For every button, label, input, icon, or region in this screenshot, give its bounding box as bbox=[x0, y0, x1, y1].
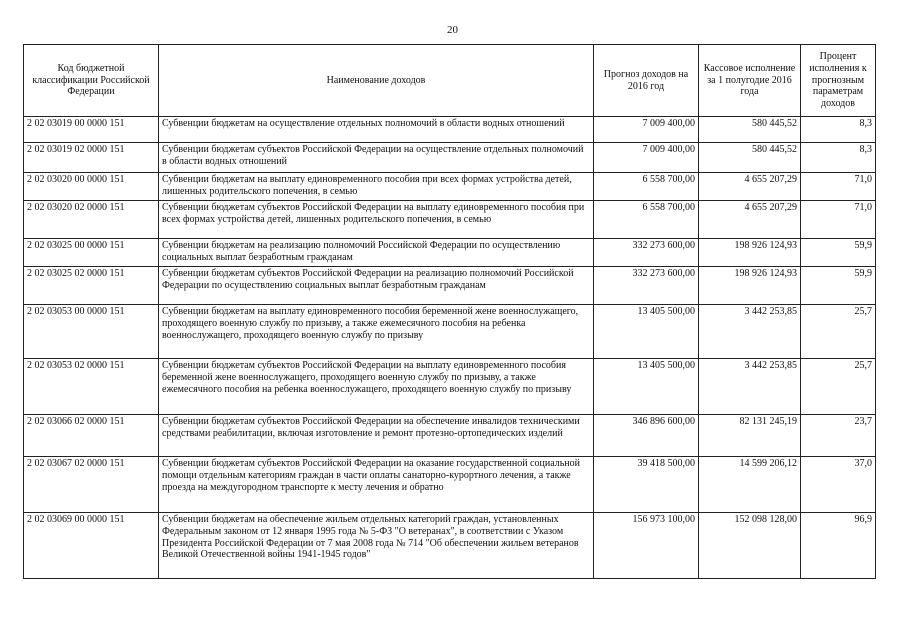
row-execution: 82 131 245,19 bbox=[699, 415, 801, 457]
row-code: 2 02 03025 00 0000 151 bbox=[24, 239, 159, 267]
row-code: 2 02 03067 02 0000 151 bbox=[24, 457, 159, 513]
row-percent: 8,3 bbox=[801, 143, 876, 173]
row-name: Субвенции бюджетам на выплату единовременного пособия при всех формах устройства детей, лишенных родительского попечения, в семью bbox=[159, 173, 594, 201]
row-forecast: 6 558 700,00 bbox=[594, 201, 699, 239]
table-row bbox=[24, 457, 876, 513]
row-forecast: 13 405 500,00 bbox=[594, 305, 699, 359]
row-execution: 580 445,52 bbox=[699, 143, 801, 173]
table-header-row bbox=[24, 45, 876, 117]
row-execution: 4 655 207,29 bbox=[699, 201, 801, 239]
header-forecast: Прогноз доходов на 2016 год bbox=[594, 45, 699, 117]
header-code: Код бюджетной классификации Российской Федерации bbox=[24, 45, 159, 117]
row-percent: 25,7 bbox=[801, 305, 876, 359]
row-percent: 25,7 bbox=[801, 359, 876, 415]
header-percent: Процент исполнения к прогнозным параметрам доходов bbox=[801, 45, 876, 117]
row-forecast: 6 558 700,00 bbox=[594, 173, 699, 201]
row-code: 2 02 03019 00 0000 151 bbox=[24, 117, 159, 143]
row-percent: 59,9 bbox=[801, 267, 876, 305]
row-forecast: 13 405 500,00 bbox=[594, 359, 699, 415]
row-percent: 71,0 bbox=[801, 173, 876, 201]
table-row bbox=[24, 305, 876, 359]
row-name: Субвенции бюджетам субъектов Российской Федерации на оказание государственной социальной помощи отдельным категориям граждан в части оплаты санаторно-курортного лечения, а также проезда на междугородном транспорте к месту лечения и обратно bbox=[159, 457, 594, 513]
row-execution: 4 655 207,29 bbox=[699, 173, 801, 201]
row-execution: 14 599 206,12 bbox=[699, 457, 801, 513]
table-row bbox=[24, 143, 876, 173]
row-execution: 198 926 124,93 bbox=[699, 267, 801, 305]
row-code: 2 02 03066 02 0000 151 bbox=[24, 415, 159, 457]
table-row bbox=[24, 267, 876, 305]
table-row bbox=[24, 239, 876, 267]
row-code: 2 02 03053 00 0000 151 bbox=[24, 305, 159, 359]
row-code: 2 02 03020 02 0000 151 bbox=[24, 201, 159, 239]
row-percent: 37,0 bbox=[801, 457, 876, 513]
row-name: Субвенции бюджетам субъектов Российской Федерации на обеспечение инвалидов техническими средствами реабилитации, включая изготовление и ремонт протезно-ортопедических изделий bbox=[159, 415, 594, 457]
row-forecast: 346 896 600,00 bbox=[594, 415, 699, 457]
row-execution: 198 926 124,93 bbox=[699, 239, 801, 267]
row-name: Субвенции бюджетам на выплату единовременного пособия беременной жене военнослужащего, проходящего военную службу по призыву, а также ежемесячного пособия на ребенка военнослужащего, проходящего военную службу по призыву bbox=[159, 305, 594, 359]
row-percent: 71,0 bbox=[801, 201, 876, 239]
row-forecast: 156 973 100,00 bbox=[594, 513, 699, 579]
row-forecast: 332 273 600,00 bbox=[594, 267, 699, 305]
row-name: Субвенции бюджетам субъектов Российской Федерации на выплату единовременного пособия беременной жене военнослужащего, проходящего военную службу по призыву, а также ежемесячного пособия на ребенка военнослужащего, проходящего военную службу по призыву bbox=[159, 359, 594, 415]
page-number: 20 bbox=[447, 24, 458, 36]
table-row bbox=[24, 117, 876, 143]
row-name: Субвенции бюджетам на реализацию полномочий Российской Федерации по осуществлению социальных выплат безработным гражданам bbox=[159, 239, 594, 267]
row-execution: 152 098 128,00 bbox=[699, 513, 801, 579]
row-percent: 23,7 bbox=[801, 415, 876, 457]
row-name: Субвенции бюджетам субъектов Российской Федерации на осуществление отдельных полномочий в области водных отношений bbox=[159, 143, 594, 173]
row-code: 2 02 03053 02 0000 151 bbox=[24, 359, 159, 415]
row-percent: 8,3 bbox=[801, 117, 876, 143]
header-execution: Кассовое исполнение за 1 полугодие 2016 года bbox=[699, 45, 801, 117]
row-code: 2 02 03069 00 0000 151 bbox=[24, 513, 159, 579]
row-execution: 580 445,52 bbox=[699, 117, 801, 143]
row-name: Субвенции бюджетам субъектов Российской Федерации на выплату единовременного пособия при всех формах устройства детей, лишенных родительского попечения, в семью bbox=[159, 201, 594, 239]
table-row bbox=[24, 513, 876, 579]
row-code: 2 02 03020 00 0000 151 bbox=[24, 173, 159, 201]
table-row bbox=[24, 359, 876, 415]
row-name: Субвенции бюджетам на осуществление отдельных полномочий в области водных отношений bbox=[159, 117, 594, 143]
row-name: Субвенции бюджетам субъектов Российской Федерации на реализацию полномочий Российской Федерации по осуществлению социальных выплат безработным гражданам bbox=[159, 267, 594, 305]
row-execution: 3 442 253,85 bbox=[699, 359, 801, 415]
revenue-table bbox=[23, 44, 876, 579]
table-row bbox=[24, 201, 876, 239]
row-forecast: 39 418 500,00 bbox=[594, 457, 699, 513]
row-execution: 3 442 253,85 bbox=[699, 305, 801, 359]
row-percent: 96,9 bbox=[801, 513, 876, 579]
table-row bbox=[24, 415, 876, 457]
row-forecast: 7 009 400,00 bbox=[594, 117, 699, 143]
row-forecast: 7 009 400,00 bbox=[594, 143, 699, 173]
row-percent: 59,9 bbox=[801, 239, 876, 267]
row-code: 2 02 03025 02 0000 151 bbox=[24, 267, 159, 305]
header-name: Наименование доходов bbox=[159, 45, 594, 117]
row-forecast: 332 273 600,00 bbox=[594, 239, 699, 267]
row-code: 2 02 03019 02 0000 151 bbox=[24, 143, 159, 173]
row-name: Субвенции бюджетам на обеспечение жильем отдельных категорий граждан, установленных Федеральным законом от 12 января 1995 года № 5-ФЗ "О ветеранах", в соответствии с Указом Президента Российской Федерации от 7 мая 2008 года № 714 "Об обеспечении жильем ветеранов Великой Отечественной войны 1941-1945 годов" bbox=[159, 513, 594, 579]
table-row bbox=[24, 173, 876, 201]
